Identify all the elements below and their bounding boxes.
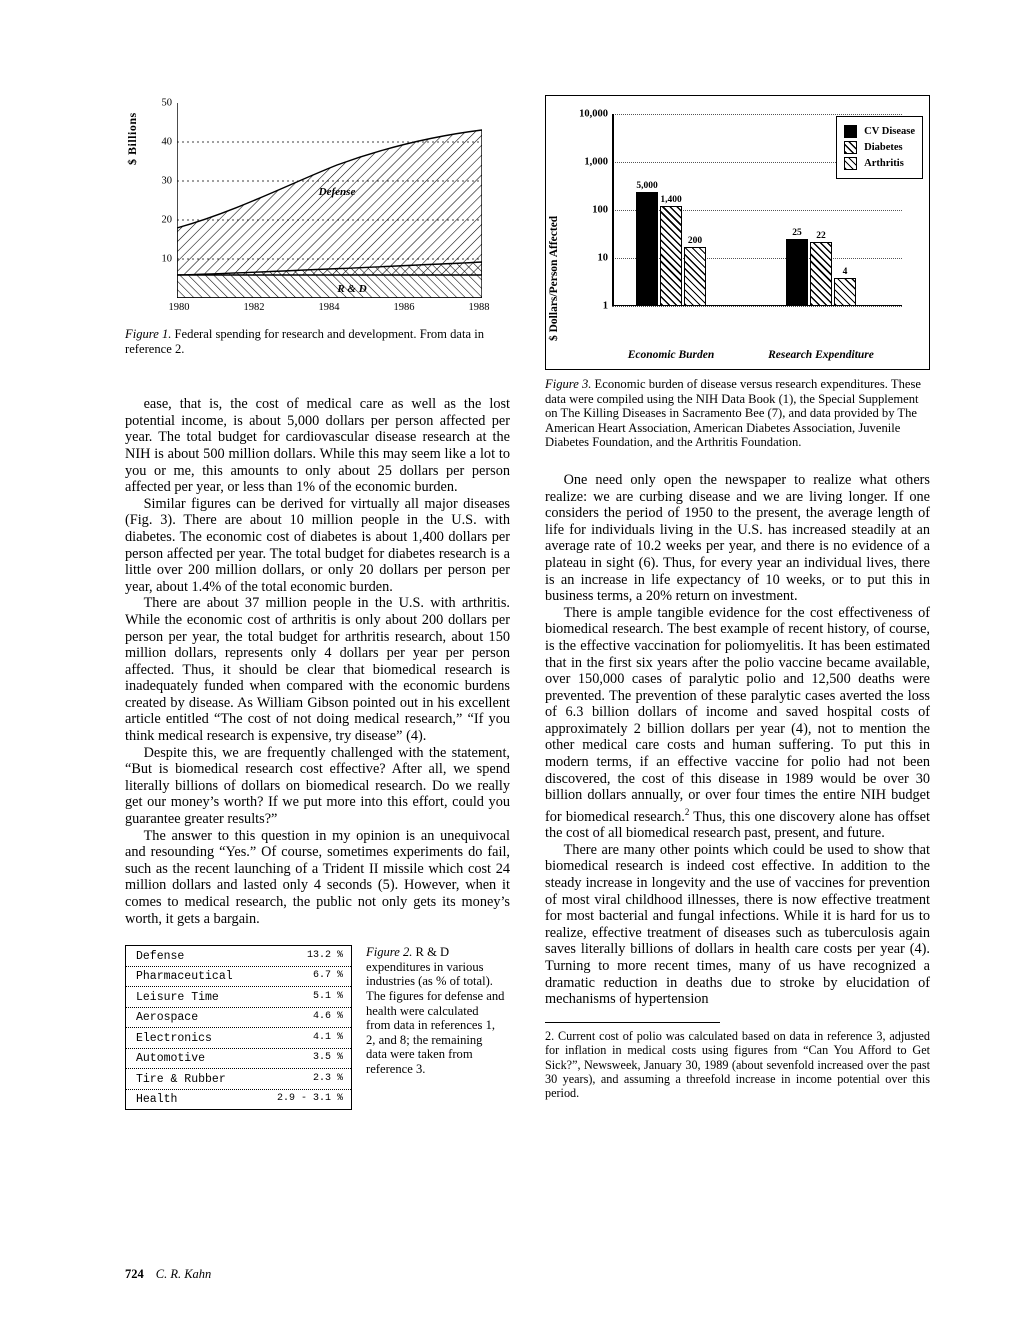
page-footer [125,1267,211,1282]
table-row [126,1008,351,1029]
table-cell-label: Tire & Rubber [136,1072,226,1086]
table-cell-value: 13.2 % [306,949,343,961]
table-row [126,946,351,967]
figure-1-caption-text: Federal spending for research and development. From data in reference 2. [125,327,485,356]
figure-3-y-axis [612,114,614,306]
figure-3-ytick: 1,000 [584,156,608,168]
table-cell-label: Electronics [136,1031,212,1045]
figure-3-ytick: 10 [597,252,608,264]
table-row [126,1069,351,1090]
footnote-separator [545,1022,720,1023]
table-cell-label: Aerospace [136,1011,199,1025]
legend-item-cv-disease [844,125,915,138]
left-paragraph-1: ease, that is, the cost of medical care as well as the lost potential income, is about 5,000 dollars per person affected per year. The total budget for cardiovascular disease research at the NIH is about 500 million dollars. While this may seem like a lot to you or me, this amounts to only about 25 dollars per person affected per year, or less than 1% of the economic burden. [125,396,510,496]
bar-value-label: 4 [842,267,848,277]
left-column [125,95,510,1110]
table-cell-value: 4.1 % [312,1031,343,1043]
figure-2 [125,945,510,1110]
right-paragraph-1: One need only open the newspaper to realize what others realize: we are curbing disease and we are living longer. If one considers the period of 1950 to the present, the average length of life for individuals living in the U.S. has increased steadily at an average rate of 10.2 weeks per year, and there is no evidence of a plateau in sight (6). Thus, for every year an individual lives, there is an increase in life expectancy of 10 weeks, or to put this in business terms, a 20% return on investment. [545,471,930,605]
table-cell-label: Pharmaceutical [136,970,233,984]
left-paragraph-2: Similar figures can be derived for virtually all major diseases (Fig. 3). There are about 10 million people in the U.S. with diabetes. The economic cost of diabetes is about 1,400 dollars per person affected per year. The total budget for diabetes research is a little over 200 million dollars, or only 20 dollars per person per year, about 1.4% of the total economic burden. [125,495,510,595]
footnote-text: 2. Current cost of polio was calculated based on data in reference 3, adjusted for inflation in medical costs using figures from “Can You Afford to Get Sick?”, Newsweek, January 30, 1989 (about sevenfold increased over the past 30 years), and assuming a threefold increase in income potential over this period. [545,1028,930,1101]
legend-swatch-icon [844,141,857,154]
right-paragraph-2-text: There is ample tangible evidence for the cost effectiveness of biomedical research. The best example of recent history, of course, is the effective vaccination for poliomyelitis. It has been estimated that in the first six years after the polio vaccine became available, over 150,000 cases of paralytic polio and 12,500 deaths were prevented. The prevention of these paralytic cases averted the loss of 6.3 billion dollars of income and saved hospital costs of approximately 2 billion dollars per year (4), not to mention the other medical care costs and human suffering. To put this in modern terms, if an effective vaccine for polio had not been discovered, the cost of this disease in 1989 would be over 30 billion dollars annually, or over four times the entire NIH budget for biomedical research. [545,604,930,825]
figure-1-plot [161,97,490,313]
bar-diabetes-burden [660,195,682,306]
bar-value-label: 1,400 [660,195,682,205]
figure-1-ytick: 30 [161,175,172,187]
footer-author: C. R. Kahn [155,1267,212,1281]
figure-3-caption-title: Figure 3. [545,377,592,391]
bar-arthritis-research [834,267,856,306]
table-row [126,987,351,1008]
figure-3-ytick: 100 [592,204,608,216]
footnote-marker: 2 [684,806,690,817]
figure-3-ytick: 1 [602,300,608,312]
table-row [126,1049,351,1070]
table-row [126,967,351,988]
right-paragraph-3: There are many other points which could be used to show that biomedical research is indeed cost effective. In addition to the steady increase in longevity and the use of vaccines for prevention of most viral childhood illnesses, there is now effective treatment for most bacterial and fungal infections. While it is hard for us to realize, effective treatment of diseases such as tuberculosis again saves literally billions of dollars in health care costs per year (4). Turning to more recent times, many of us have recognized a dramatic reduction in deaths due to stroke by elucidation of mechanisms of hypertension [545,841,930,1008]
table-cell-label: Leisure Time [136,990,219,1004]
legend-swatch-icon [844,157,857,170]
bar-value-label: 200 [687,236,703,246]
left-paragraph-4: Despite this, we are frequently challenged with the statement, “But is biomedical research cost effective? After all, we spend literally billions of dollars on biomedical research. Do we really get our money’s worth? If we put more into this effort, could you guarantee greater results?” [125,744,510,828]
figure-1-xtick: 1982 [243,302,265,313]
figure-1-xtick: 1980 [168,302,190,313]
figure-1-ytick: 50 [161,97,172,109]
figure-3-y-axis-label: $ Dollars/Person Affected [548,215,560,341]
figure-1-xtick: 1984 [318,302,340,313]
svg-text:Defense: Defense [318,186,356,198]
table-cell-label: Health [136,1093,178,1107]
legend-item-diabetes [844,141,915,154]
left-paragraph-3: There are about 37 million people in the U.S. with arthritis. While the economic cost of arthritis is only about 200 dollars per person per year, the total budget for arthritis research, about 150 million dollars, represents only 4 dollars per year per person affected. Thus, it should be clear that biomedical research is inadequately funded when compared with the economic burdens created by disease. As William Gibson pointed out in his excellent article entitled “The cost of not doing medical research,” “If you think medical research is expensive, try disease” (4). [125,595,510,745]
figure-1-xtick: 1988 [468,302,490,313]
bar-cv-disease-research [786,228,808,306]
table-row [126,1090,351,1110]
figure-1-svg [177,103,482,298]
bar-diabetes-research [810,231,832,306]
figure-3-gridline [612,114,902,115]
figure-3-category-label: Research Expenditure [768,349,874,361]
figure-3 [545,95,930,370]
table-cell-value: 6.7 % [312,970,343,982]
figure-1-ytick: 40 [161,136,172,148]
right-paragraph-2-tail: Thus, this one discovery alone has offset the cost of all biomedical research past, present, and future. [545,808,930,842]
legend-label: Diabetes [864,142,903,153]
bar-value-label: 5,000 [636,181,658,191]
svg-text:R & D: R & D [337,283,367,295]
bar-value-label: 22 [816,231,826,241]
figure-1-caption-title: Figure 1. [125,327,172,341]
legend-swatch-icon [844,125,857,138]
legend-item-arthritis [844,157,915,170]
table-cell-value: 4.6 % [312,1011,343,1023]
figure-1-y-axis-label: $ Billions [125,112,139,165]
right-paragraph-2 [545,605,930,842]
figure-1 [125,95,510,320]
right-column [545,95,930,1101]
table-cell-label: Defense [136,949,185,963]
table-cell-value: 2.9 - 3.1 % [276,1093,343,1105]
figure-3-ytick: 10,000 [579,108,608,120]
table-cell-label: Automotive [136,1052,206,1066]
table-row [126,1028,351,1049]
table-cell-value: 3.5 % [312,1052,343,1064]
figure-1-ytick: 20 [161,214,172,226]
figure-2-table [125,945,352,1110]
figure-1-caption [125,327,510,356]
legend-label: CV Disease [864,126,915,137]
figure-2-caption-text: R & D expenditures in various industries (as % of total). The figures for defense and health were calculated from data in references 1, 2, and 8; the remaining data were taken from reference 3. [366,945,505,1076]
figure-1-xtick: 1986 [393,302,415,313]
bar-value-label: 25 [792,228,802,238]
figure-3-legend [836,116,923,179]
figure-1-ytick: 10 [161,253,172,265]
legend-label: Arthritis [864,158,904,169]
figure-2-caption-title: Figure 2. [366,945,413,960]
figure-2-caption [366,945,506,1110]
bar-arthritis-burden [684,236,706,306]
table-cell-value: 5.1 % [312,990,343,1002]
bar-cv-disease-burden [636,181,658,306]
figure-3-category-label: Economic Burden [627,349,715,361]
page-number: 724 [125,1267,144,1281]
figure-3-gridline [612,306,902,307]
table-cell-value: 2.3 % [312,1072,343,1084]
figure-3-caption-text: Economic burden of disease versus research expenditures. These data were compiled using the NIH Data Book (1), the Special Supplement on The Killing Diseases in Sacramento Bee (7), and data provided by The American Heart Association, American Diabetes Association, Juvenile Diabetes Foundation, and the Arthritis Foundation. [545,377,921,450]
left-paragraph-5: The answer to this question in my opinion is an unequivocal and resounding “Yes.” Of course, sometimes experiments do fail, such as the recent launching of a Trident II missile which cost 24 million dollars and lasted only 4 seconds (5). However, when it comes to medical research, the public not only gets its money’s worth, it gets a bargain. [125,827,510,927]
figure-3-caption [545,377,930,450]
